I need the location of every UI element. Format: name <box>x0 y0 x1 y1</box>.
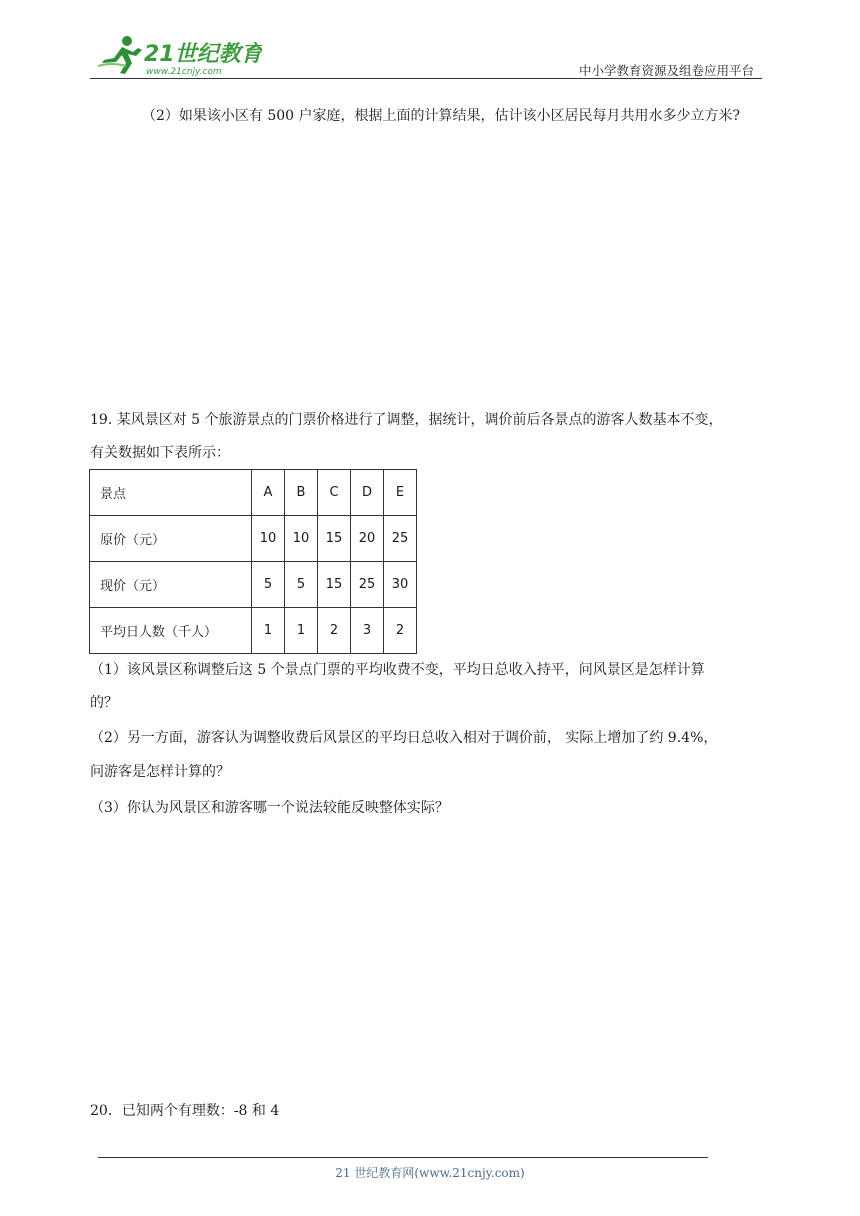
q20-stem: 20．已知两个有理数：-8 和 4 <box>90 1103 280 1119</box>
q19-part2-line2: 问游客是怎样计算的？ <box>90 764 230 780</box>
table-cell: 10 <box>252 516 285 562</box>
table-cell: D <box>351 470 384 516</box>
footer-divider <box>98 1157 708 1158</box>
q19-part1-line1: （1）该风景区称调整后这 5 个景点门票的平均收费不变，平均日总收入持平，问风景区是怎样计算 <box>90 662 705 678</box>
scenic-data-table <box>89 469 417 654</box>
table-cell: 1 <box>285 608 318 654</box>
table-cell: E <box>384 470 417 516</box>
table-cell: 20 <box>351 516 384 562</box>
q19-stem-line2: 有关数据如下表所示： <box>90 445 230 461</box>
q19-stem-line1: 19. 某风景区对 5 个旅游景点的门票价格进行了调整，据统计，调价前后各景点的游客人数基本不变， <box>90 412 723 428</box>
table-row <box>90 516 417 562</box>
logo-text: 21世纪教育 <box>144 42 262 67</box>
table-cell: A <box>252 470 285 516</box>
table-row <box>90 470 417 516</box>
table-cell: 15 <box>318 562 351 608</box>
logo <box>92 32 262 78</box>
table-cell: 5 <box>252 562 285 608</box>
q19-part1-line2: 的？ <box>90 695 118 711</box>
table-cell: 3 <box>351 608 384 654</box>
table-cell: 2 <box>384 608 417 654</box>
table-cell: 15 <box>318 516 351 562</box>
q19-part2-line1: （2）另一方面，游客认为调整收费后风景区的平均日总收入相对于调价前， 实际上增加了约 9.4%， <box>90 730 718 746</box>
row-label: 平均日人数（千人） <box>90 608 252 654</box>
table-cell: C <box>318 470 351 516</box>
row-label: 原价（元） <box>90 516 252 562</box>
platform-title: 中小学教育资源及组卷应用平台 <box>578 63 754 78</box>
footer-text: 21 世纪教育网(www.21cnjy.com) <box>335 1166 525 1180</box>
table-cell: 10 <box>285 516 318 562</box>
runner-icon <box>92 32 262 78</box>
table-cell: 25 <box>351 562 384 608</box>
table-cell: 5 <box>285 562 318 608</box>
q19-part3: （3）你认为风景区和游客哪一个说法较能反映整体实际？ <box>90 800 449 816</box>
row-label: 现价（元） <box>90 562 252 608</box>
table-cell: 30 <box>384 562 417 608</box>
header-divider <box>90 78 762 79</box>
table-cell: 25 <box>384 516 417 562</box>
table-row <box>90 562 417 608</box>
table-cell: 2 <box>318 608 351 654</box>
row-label: 景点 <box>90 470 252 516</box>
table-row <box>90 608 417 654</box>
table-cell: 1 <box>252 608 285 654</box>
q18-part2: （2）如果该小区有 500 户家庭，根据上面的计算结果，估计该小区居民每月共用水多少立方米? <box>142 108 741 124</box>
logo-url: www.21cnjy.com <box>146 67 222 77</box>
table-cell: B <box>285 470 318 516</box>
